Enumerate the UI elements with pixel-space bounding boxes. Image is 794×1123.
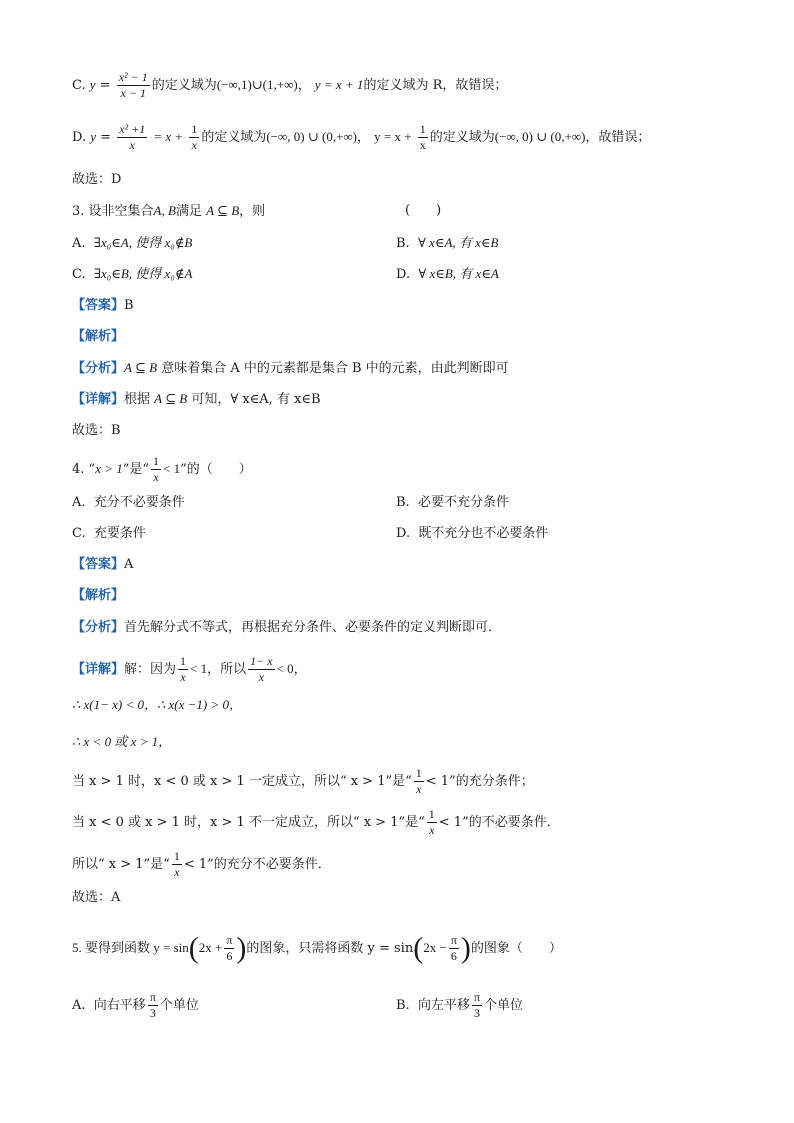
analysis-tag: 【解析】 [72,588,125,603]
denominator: x [429,823,435,837]
numerator: 1 [173,849,180,863]
fraction [172,849,182,880]
text: 5. 要得到函数 y = sin [72,940,189,955]
text: 的定义域为 [151,78,217,93]
numerator: 1 [180,654,187,668]
question-3-stem [72,201,265,222]
numerator: π [450,933,457,947]
analysis-subtag: 【分析】 [72,361,125,376]
domain: (−∞, 0) ∪ (0,+∞) [494,129,586,144]
analysis-subtag: 【分析】 [72,620,125,635]
option-a [72,990,199,1021]
option-b [396,990,523,1021]
option-text: 充分不必要条件 [93,495,185,510]
option-a [72,233,192,254]
text: ，故错误； [585,130,651,145]
text: 的图象，只需将函数 y = sin [246,941,414,956]
numerator: π [226,933,233,947]
option-c-line: C. y = $\frac{\text{x² − 1}}{x - 1}$ 的定义域为(−∞,1)∪(1,+∞)， y = x + 1的定义域为 R，故错误； [72,70,508,100]
math: x > 1 [95,461,123,476]
option-text: ∀ x∈A, 有 x∈B [417,235,499,250]
text: 的定义域为 R，故错误； [363,78,508,93]
math: A ⊆ B [206,203,240,218]
option-label: C. [72,267,86,282]
option-label: C. [72,78,86,93]
analysis-tag-line [72,327,124,347]
denominator: x [258,670,264,684]
detail-line [72,654,307,685]
option-text: ∃x₀∈A, 使得 x₀∉B [93,235,193,250]
answer-choose-line: 故选：D [72,172,122,187]
detail-line [72,389,321,410]
option-c [72,524,146,544]
option-c [72,264,192,285]
math: < 1 [163,461,181,476]
answer-tag: 【答案】 [72,298,125,313]
text: 首先解分式不等式，再根据充分条件、必要条件的定义判断即可． [124,620,502,635]
option-label: B. [396,236,410,251]
option-d-line: D. y = $\frac{\text{x² +1}}{x}$ = x + $\frac{1}{x}$ 的定义域为(−∞, 0) ∪ (0,+∞)， y = x + $\frac{1}{x}$ 的定义域为(−∞, 0) ∪ (0,+∞)，故错误； [72,122,651,152]
answer-value: A [124,557,134,572]
text: 所以“ x > 1”是“ [72,857,170,872]
denominator: 3 [474,1006,480,1020]
analysis-tag: 【解析】 [72,329,125,344]
var-y: y [90,129,97,144]
denominator: x [416,782,422,796]
analysis-line [72,358,509,379]
denominator: x [191,138,197,152]
text: ，则 [239,204,266,219]
math: < 1，所以 [190,661,247,676]
text: 可知，∀ x∈A, 有 x∈B [191,392,321,407]
text: 当 x < 0 或 x > 1 时，x > 1 不一定成立，所以“ x > 1”是“ [72,815,425,830]
text: 解：因为 [124,662,177,677]
numerator: 1 [153,454,160,468]
text: ， [297,78,311,93]
option-text: 既不充分也不必要条件 [418,526,549,541]
text: < 1”的不必要条件． [438,815,560,830]
question-4-stem [72,454,252,485]
text: 个单位 [484,998,524,1013]
denominator: 6 [450,949,457,963]
option-text: 充要条件 [93,526,146,541]
domain: (−∞,1)∪(1,+∞) [216,77,298,92]
option-label: B. [396,998,410,1013]
text: 4. “ [72,462,96,477]
numerator: 1 [415,766,422,780]
fraction [449,933,459,964]
fraction [224,933,234,964]
numerator: 1 [419,122,426,136]
fraction [414,766,424,797]
math: A, B [153,203,176,218]
text: < 1”的充分不必要条件． [183,857,331,872]
text: 意味着集合 A 中的元素都是集合 B 中的元素，由此判断即可 [161,361,509,376]
text: 的图象（ ） [470,941,562,956]
option-label: D. [396,526,411,541]
denominator: x [153,470,159,484]
text: 的定义域为 [429,130,495,145]
text: 个单位 [159,998,199,1013]
math: y = x + [374,129,412,144]
solution-step [72,849,331,880]
text: 满足 [175,204,202,219]
numerator: 1 [191,122,198,136]
solution-step [72,766,534,797]
option-label: A. [72,495,86,510]
var-y: y [89,77,96,92]
option-label: D. [72,130,87,145]
option-label: D. [396,267,411,282]
fraction [427,807,437,838]
text: 3. 设非空集合 [72,204,154,219]
fraction [151,454,161,485]
option-d [396,264,499,285]
fraction [178,654,188,685]
fraction [148,990,158,1021]
text: 向左平移 [417,998,470,1013]
text: 向右平移 [93,998,146,1013]
denominator: x [180,670,186,684]
math: < 0， [276,661,307,676]
fraction [418,122,428,153]
denominator: 6 [226,949,233,963]
solution-step: ∴ x(1− x) < 0，∴ x(x −1) > 0， [72,697,243,712]
analysis-line [72,618,501,638]
option-label: A. [72,998,86,1013]
denominator: x [174,865,180,879]
answer-choose-line: 故选：B [72,423,121,438]
option-d [396,524,548,544]
math: 2x − [423,940,447,955]
fraction [472,990,482,1021]
denominator: x − 1 [120,86,146,100]
text: < 1”的充分条件； [425,774,534,789]
math: 2x + [198,940,223,955]
denominator: 3 [149,1006,156,1020]
answer-line [72,296,134,316]
solution-step [72,807,560,838]
question-3-blank: ( ) [405,203,442,218]
text: ”是“ [122,462,150,477]
denominator: x [419,138,426,152]
left-paren: ( [188,931,199,965]
function-expr: y = x + 1 [314,77,364,92]
numerator: x² − 1 [118,70,148,84]
analysis-tag-line [72,586,124,606]
option-text: ∀ x∈B, 有 x∈A [418,266,499,281]
answer-line [72,555,133,575]
right-paren: ) [236,931,247,965]
option-label: A. [72,236,86,251]
math: A ⊆ B [124,360,158,375]
numerator: 1− x [250,654,273,668]
option-label: B. [396,495,410,510]
answer-value: B [124,298,134,313]
text: ， [357,130,371,145]
option-a [72,493,185,513]
fraction [117,70,150,101]
fraction [189,122,199,153]
text: 根据 [124,392,151,407]
option-text: ∃x₀∈B, 使得 x₀∉A [93,266,193,281]
detail-tag: 【详解】 [72,392,125,407]
math: A ⊆ B [154,391,188,406]
option-b [396,493,509,513]
numerator: π [473,990,481,1004]
right-paren: ) [460,931,471,965]
answer-tag: 【答案】 [72,557,125,572]
solution-step: ∴ x < 0 或 x > 1， [72,734,172,749]
option-label: C. [72,526,86,541]
numerator: x² +1 [119,122,146,136]
numerator: 1 [428,807,435,821]
fraction [117,122,147,153]
numerator: π [149,990,156,1004]
domain: (−∞, 0) ∪ (0,+∞) [266,129,358,144]
text: ”的（ ） [180,462,252,477]
left-paren: ( [413,931,424,965]
option-text: 必要不充分条件 [417,495,509,510]
text: 的定义域为 [201,130,267,145]
fraction [248,654,274,685]
math: = x + [153,129,184,144]
detail-tag: 【详解】 [72,662,125,677]
text: 当 x > 1 时，x < 0 或 x > 1 一定成立，所以“ x > 1”是“ [72,774,412,789]
denominator: x [129,138,135,152]
answer-choose-line: 故选：A [72,890,121,905]
option-b [396,233,498,254]
question-5-stem [72,933,562,964]
